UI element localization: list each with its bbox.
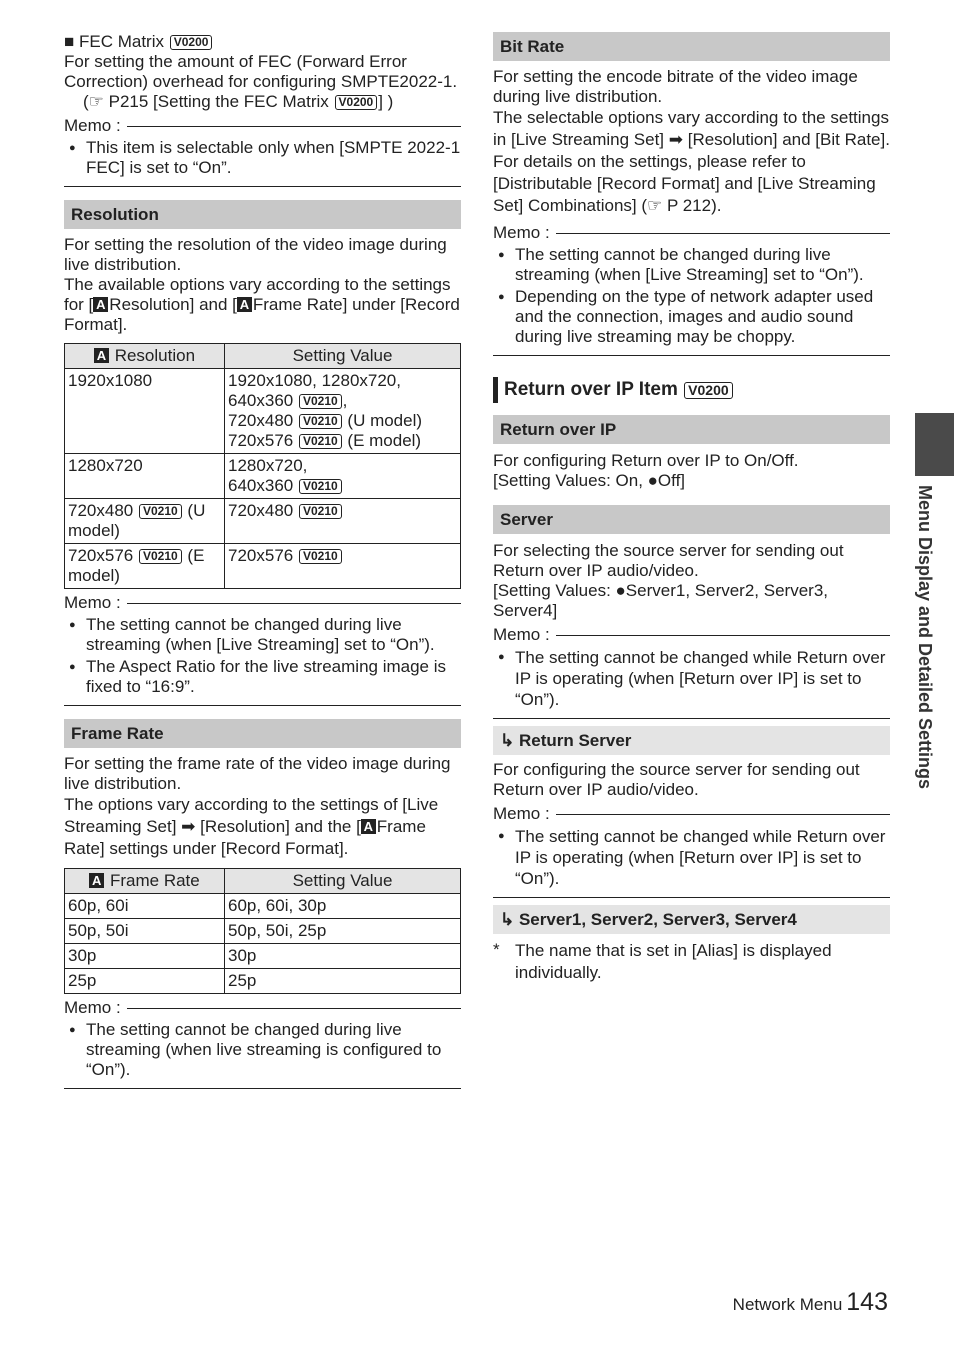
page-footer [732,1288,888,1316]
section-divider [493,897,890,898]
version-badge: V0210 [139,549,182,564]
section-divider [493,355,890,356]
a-badge-icon: A [237,297,252,312]
table-row: 50p, 50i 50p, 50i, 25p [65,919,461,944]
memo-rule [127,1008,461,1009]
fec-description: For setting the amount of FEC (Forward Error Correction) overhead for configuring SMPTE2022-1. [64,52,458,91]
memo-item: ● The setting cannot be changed during live streaming (when live streaming is configured to “On”). [64,1020,461,1080]
version-badge: V0210 [299,434,342,449]
fec-reference[interactable]: (☞ P215 [Setting the FEC Matrix V0200 ] ) [83,92,394,111]
memo-header: Memo : [493,625,890,645]
table-row: 25p 25p [65,969,461,994]
memo-list [493,826,890,889]
memo-item: ● Depending on the type of network adapter used and the connection, images and audio sound during live streaming may be choppy. [493,287,890,347]
memo-rule [127,603,461,604]
a-badge-icon: A [94,348,109,363]
resolution-desc-2: The available options vary according to the settings for [ A Resolution] and [ A Frame Rate] under [Record Format]. [64,275,460,334]
section-title: Resolution [64,200,461,229]
memo-list [493,647,890,710]
resolution-section [64,200,461,706]
chapter-tab [915,413,954,476]
section-title: Frame Rate [64,719,461,748]
bitrate-desc[interactable]: For details on the settings, please refer to [Distributable [Record Format] and [Live Streaming Set] Combinations] (☞ P 212). [493,152,876,215]
memo-item: ● The setting cannot be changed during live streaming (when [Live Streaming] set to “On”). [64,615,461,655]
memo-list [64,1020,461,1080]
memo-rule [556,233,890,234]
resolution-desc: For setting the resolution of the video image during live distribution. [64,235,447,274]
version-badge: V0210 [299,394,342,409]
version-badge: V0200 [170,35,213,50]
fec-section [64,32,461,187]
framerate-table [64,868,461,994]
bitrate-desc: For setting the encode bitrate of the video image during live distribution. [493,67,858,106]
memo-rule [127,126,461,127]
return-item-heading: Return over IP Item V0200 [493,377,890,403]
section-divider [64,186,461,187]
subsection-title: ↳ Server1, Server2, Server3, Server4 [493,905,890,934]
version-badge: V0210 [139,504,182,519]
table-row: 720x480 V0210 (U model) 720x480 V0210 [65,499,461,544]
chapter-label: Menu Display and Detailed Settings [915,485,935,790]
return-server-section: ↳ Return Server For configuring the source server for sending out Return over IP audio/video. Memo : ● The setting cannot be changed while Return over IP is operating (when [Return over IP] is set to “On”). [493,726,890,898]
memo-rule [556,635,890,636]
memo-item: ● The setting cannot be changed during live streaming (when [Live Streaming] set to “On”). [493,245,890,285]
table-row: 30p 30p [65,944,461,969]
section-divider [64,1088,461,1089]
section-title: Bit Rate [493,32,890,61]
section-title: Return over IP [493,415,890,444]
footer-section: Network Menu [732,1295,843,1314]
memo-list [493,245,890,347]
version-badge: V0210 [299,549,342,564]
resolution-table [64,343,461,589]
memo-list [64,615,461,697]
memo-rule [556,814,890,815]
bitrate-section [493,32,890,356]
table-row: 60p, 60i 60p, 60i, 30p [65,894,461,919]
heading-bar [493,377,498,403]
version-badge: V0210 [299,414,342,429]
version-badge: V0200 [684,382,732,399]
memo-list [64,138,461,178]
table-row: 720x576 V0210 (E model) 720x576 V0210 [65,544,461,589]
memo-item: ● The setting cannot be changed while Return over IP is operating (when [Return over IP] is set to “On”). [493,826,890,889]
memo-item: ● The Aspect Ratio for the live streaming image is fixed to “16:9”. [64,657,461,697]
memo-item: ● The setting cannot be changed while Return over IP is operating (when [Return over IP] is set to “On”). [493,647,890,710]
memo-header: Memo : [493,223,890,243]
memo-header: Memo : [64,998,461,1018]
section-divider [493,718,890,719]
framerate-desc-2: The options vary according to the settings of [Live Streaming Set] ➡ [Resolution] and the [ A Frame Rate] settings under [Record Format]. [64,795,439,858]
right-column [493,32,890,984]
a-badge-icon: A [89,873,104,888]
version-badge: V0210 [299,479,342,494]
bitrate-desc: The selectable options vary according to the settings in [Live Streaming Set] ➡ [Resolution] and [Bit Rate]. [493,108,890,149]
version-badge: V0200 [335,95,378,110]
memo-header: Memo : [64,593,461,613]
memo-header: Memo : [493,804,890,824]
a-badge-icon: A [93,297,108,312]
servers-section [493,905,890,984]
page-number: 143 [846,1288,888,1316]
memo-item: ● This item is selectable only when [SMPTE 2022-1 FEC] is set to “On”. [64,138,461,178]
table-row: 1920x1080 1920x1080, 1280x720, 640x360 V0210 , 720x480 V0210 (U model) 720x576 V0210 (E model) [65,369,461,454]
table-header: A Frame Rate [65,869,225,894]
memo-header: Memo : [64,116,461,136]
server-section: Server For selecting the source server for sending out Return over IP audio/video. [Setting Values: ●Server1, Server2, Server3, Server4] Memo : ● The setting cannot be changed while Return over IP is operating (when [Return over IP] is set to “On”). [493,505,890,719]
section-title: Server [493,505,890,534]
return-ip-section: Return over IP For configuring Return over IP to On/Off. [Setting Values: On, ●Off] [493,415,890,491]
framerate-desc: For setting the frame rate of the video image during live distribution. [64,754,451,793]
table-header: A Resolution [65,344,225,369]
section-divider [64,705,461,706]
table-header: Setting Value [225,344,461,369]
a-badge-icon: A [361,819,376,834]
version-badge: V0210 [299,504,342,519]
subsection-title: ↳ Return Server [493,726,890,755]
table-row: 1280x720 1280x720, 640x360 V0210 [65,454,461,499]
table-header: Setting Value [225,869,461,894]
fec-heading: ■ FEC Matrix V0200 [64,32,461,52]
left-column [64,32,461,1089]
framerate-section [64,719,461,1089]
footnote: * The name that is set in [Alias] is displayed individually. [493,940,832,982]
